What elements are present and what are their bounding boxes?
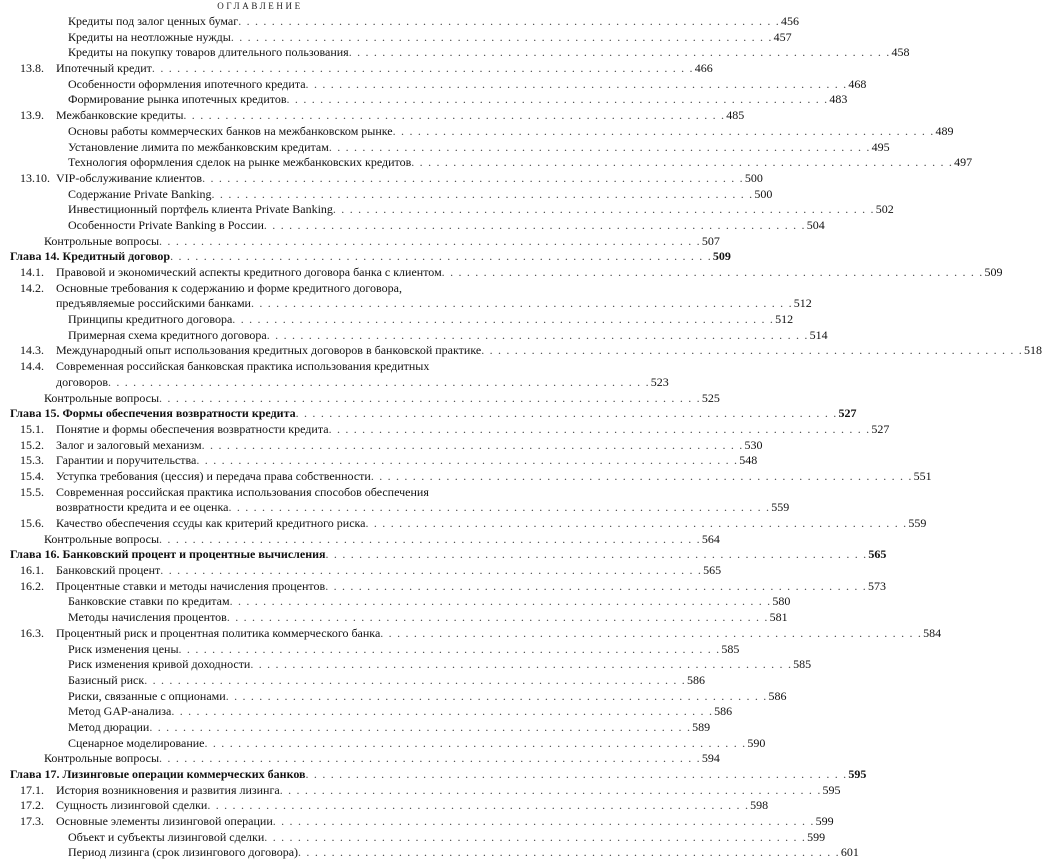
toc-row <box>10 421 890 438</box>
entry-title-line <box>56 578 886 595</box>
page-number: 512 <box>793 296 812 311</box>
toc-row <box>10 641 740 658</box>
page-number: 530 <box>744 437 763 452</box>
entry-title-line <box>44 751 720 767</box>
dot-leader: . . . . . . . . . . . . . . . . . . . . . . . . . . . . . . . . . . . . . . . . . . . . . . . . . . . . . . . . . . . . . . . . . <box>328 139 871 154</box>
entry-title-line <box>56 421 890 438</box>
entry-title-line <box>56 500 790 516</box>
entry-title-line <box>68 14 799 30</box>
entry-title: Основные требования к содержанию и форме кредитного договора, <box>56 280 402 295</box>
page-number: 564 <box>701 531 720 546</box>
page-number: 594 <box>701 751 720 766</box>
dot-leader: . . . . . . . . . . . . . . . . . . . . . . . . . . . . . . . . . . . . . . . . . . . . . . . . . . . . . . . . . . . . . . . . . <box>392 123 935 138</box>
entry-title-line <box>56 485 515 501</box>
page-number: 509 <box>712 249 731 264</box>
page-number: 466 <box>694 61 713 76</box>
entry-title: Основные элементы лизинговой операции <box>56 814 273 829</box>
toc-row <box>10 516 927 532</box>
toc-row <box>10 468 932 485</box>
entry-title: Глава 16. Банковский процент и процентные вычисления <box>10 547 326 562</box>
section-number: 17.1. <box>20 782 44 797</box>
entry-title-line <box>56 343 1042 359</box>
section-number: 16.1. <box>20 563 44 578</box>
dot-leader: . . . . . . . . . . . . . . . . . . . . . . . . . . . . . . . . . . . . . . . . . . . . . . . . . . . . . . . . . . . . . . . . . <box>305 76 848 91</box>
entry-title-line <box>68 312 794 328</box>
page-number: 589 <box>692 719 711 734</box>
entry-title-line <box>56 563 722 579</box>
entry-title-line <box>10 406 857 422</box>
entry-title: Период лизинга (срок лизингового договора) <box>68 845 299 860</box>
entry-title: Примерная схема кредитного договора <box>68 327 267 342</box>
entry-title-line <box>68 202 894 218</box>
dot-leader: . . . . . . . . . . . . . . . . . . . . . . . . . . . . . . . . . . . . . . . . . . . . . . . . . . . . . . . . . . . . . . . . . <box>183 108 726 123</box>
section-number: 14.2. <box>20 280 44 295</box>
page-number: 485 <box>726 108 745 123</box>
toc-row <box>10 437 763 454</box>
toc-row <box>10 186 773 203</box>
entry-title: Базисный риск <box>68 672 145 687</box>
entry-title: Межбанковские кредиты <box>56 108 184 123</box>
dot-leader: . . . . . . . . . . . . . . . . . . . . . . . . . . . . . . . . . . . . . . . . . . . . . . . . . . . . . . . . . . . . . . . . . <box>250 657 793 672</box>
page-number: 601 <box>840 845 859 860</box>
dot-leader: . . . . . . . . . . . . . . . . . . . . . . . . . . . . . . . . . . . . . . . . . . . . . . . . . . . . . . . . . . . . . . . . . <box>298 845 840 860</box>
page-number: 581 <box>769 610 788 625</box>
page-number: 599 <box>807 829 826 844</box>
section-number: 13.10. <box>20 170 50 185</box>
page-number: 518 <box>1024 343 1042 358</box>
page-number: 559 <box>908 516 927 530</box>
entry-title: Установление лимита по межбанковским кредитам <box>68 139 329 154</box>
entry-title-line <box>68 672 706 689</box>
entry-title: Понятие и формы обеспечения возвратности кредита <box>56 421 329 436</box>
section-number: 15.1. <box>20 421 44 436</box>
entry-title: Современная российская практика использования способов обеспечения <box>56 484 429 499</box>
toc-row <box>10 155 973 171</box>
toc-row <box>10 531 720 548</box>
page-number: 514 <box>809 327 828 342</box>
dot-leader: . . . . . . . . . . . . . . . . . . . . . . . . . . . . . . . . . . . . . . . . . . . . . . . . . . . . . . . . . . . . . . . . . <box>441 265 984 279</box>
dot-leader: . . . . . . . . . . . . . . . . . . . . . . . . . . . . . . . . . . . . . . . . . . . . . . . . . . . . . . . . . . . . . . . . . <box>250 296 793 311</box>
toc-row <box>10 14 799 30</box>
section-number: 17.2. <box>20 798 44 813</box>
entry-title: Современная российская банковская практика использования кредитных <box>56 359 430 374</box>
page-number: 590 <box>747 735 766 750</box>
entry-title-line <box>68 92 848 108</box>
toc-row <box>10 625 942 642</box>
entry-title-line <box>10 249 731 265</box>
page-number: 548 <box>739 453 758 468</box>
page-number: 497 <box>954 155 973 170</box>
entry-title: Глава 15. Формы обеспечения возвратности кредита <box>10 406 296 421</box>
dot-leader: . . . . . . . . . . . . . . . . . . . . . . . . . . . . . . . . . . . . . . . . . . . . . . . . . . . . . . . . . . . . . . . . . <box>325 547 868 562</box>
entry-title: История возникновения и развития лизинга <box>56 782 280 797</box>
toc-row <box>10 798 769 814</box>
entry-title: Риски, связанные с опционами <box>68 688 226 703</box>
page-number: 456 <box>781 14 799 28</box>
dot-leader: . . . . . . . . . . . . . . . . . . . . . . . . . . . . . . . . . . . . . . . . . . . . . . . . . . . . . . . . . . . . . . . . . <box>238 14 780 28</box>
entry-title-line <box>56 61 713 77</box>
entry-title-line <box>68 76 867 93</box>
dot-leader: . . . . . . . . . . . . . . . . . . . . . . . . . . . . . . . . . . . . . . . . . . . . . . . . . . . . . . . . . . . . . . . . . <box>230 29 773 44</box>
toc-row <box>10 453 758 469</box>
toc-row <box>10 343 1042 359</box>
section-number: 15.3. <box>20 453 44 468</box>
toc-row <box>10 719 711 736</box>
entry-title: Кредиты на неотложные нужды <box>68 29 231 44</box>
dot-leader: . . . . . . . . . . . . . . . . . . . . . . . . . . . . . . . . . . . . . . . . . . . . . . . . . . . . . . . . . . . . . . . . . <box>229 594 772 609</box>
entry-title-line <box>56 814 834 830</box>
toc-row-continuation <box>10 500 790 516</box>
dot-leader: . . . . . . . . . . . . . . . . . . . . . . . . . . . . . . . . . . . . . . . . . . . . . . . . . . . . . . . . . . . . . . . . . <box>151 61 694 76</box>
toc-row <box>10 390 720 407</box>
entry-title-line <box>68 45 910 61</box>
entry-title-line <box>68 139 890 156</box>
page-number: 458 <box>891 45 910 60</box>
toc-row <box>10 672 706 689</box>
section-number: 14.1. <box>20 265 44 279</box>
dot-leader: . . . . . . . . . . . . . . . . . . . . . . . . . . . . . . . . . . . . . . . . . . . . . . . . . . . . . . . . . . . . . . . . . <box>228 500 771 515</box>
dot-leader: . . . . . . . . . . . . . . . . . . . . . . . . . . . . . . . . . . . . . . . . . . . . . . . . . . . . . . . . . . . . . . . . . <box>232 312 775 327</box>
entry-title-line <box>44 390 720 407</box>
entry-title: Правовой и экономический аспекты кредитного договора банка с клиентом <box>56 265 442 279</box>
toc-row <box>10 123 954 140</box>
entry-title-line <box>44 233 720 250</box>
toc-row <box>10 845 859 861</box>
section-number: 15.5. <box>20 484 44 499</box>
toc-row <box>10 814 834 830</box>
toc-row <box>10 202 894 218</box>
entry-title: Инвестиционный портфель клиента Private Banking <box>68 202 333 217</box>
dot-leader: . . . . . . . . . . . . . . . . . . . . . . . . . . . . . . . . . . . . . . . . . . . . . . . . . . . . . . . . . . . . . . . . . <box>171 704 714 719</box>
toc-row <box>10 485 515 501</box>
page-number: 551 <box>913 468 932 483</box>
dot-leader: . . . . . . . . . . . . . . . . . . . . . . . . . . . . . . . . . . . . . . . . . . . . . . . . . . . . . . . . . . . . . . . . . <box>207 798 750 813</box>
entry-title: предъявляемые российскими банками <box>56 296 251 311</box>
section-number: 15.2. <box>20 437 44 452</box>
entry-title: Банковские ставки по кредитам <box>68 594 230 609</box>
chapter-row <box>10 249 731 265</box>
entry-title-line <box>56 798 769 814</box>
section-number: 13.9. <box>20 108 44 123</box>
toc-row <box>10 45 910 61</box>
section-number: 13.8. <box>20 61 44 76</box>
entry-title: Формирование рынка ипотечных кредитов <box>68 92 287 107</box>
dot-leader: . . . . . . . . . . . . . . . . . . . . . . . . . . . . . . . . . . . . . . . . . . . . . . . . . . . . . . . . . . . . . . . . . <box>225 688 768 703</box>
entry-title: Содержание Private Banking <box>68 186 212 201</box>
running-header: ОГЛАВЛЕНИЕ <box>217 1 303 11</box>
entry-title: Контрольные вопросы <box>44 751 160 766</box>
entry-title: Кредиты на покупку товаров длительного пользования <box>68 45 349 60</box>
dot-leader: . . . . . . . . . . . . . . . . . . . . . . . . . . . . . . . . . . . . . . . . . . . . . . . . . . . . . . . . . . . . . . . . . <box>159 390 701 405</box>
dot-leader: . . . . . . . . . . . . . . . . . . . . . . . . . . . . . . . . . . . . . . . . . . . . . . . . . . . . . . . . . . . . . . . . . <box>365 516 908 530</box>
page-number: 504 <box>806 217 825 232</box>
entry-title-line <box>68 327 828 344</box>
entry-title: Процентный риск и процентная политика коммерческого банка <box>56 625 381 640</box>
chapter-row <box>10 767 867 783</box>
entry-title-line <box>68 735 766 752</box>
table-of-contents <box>10 14 1042 861</box>
entry-title: Контрольные вопросы <box>44 233 160 248</box>
page-number: 489 <box>935 123 954 138</box>
entry-title-line <box>56 359 515 375</box>
entry-title-line <box>56 296 812 312</box>
dot-leader: . . . . . . . . . . . . . . . . . . . . . . . . . . . . . . . . . . . . . . . . . . . . . . . . . . . . . . . . . . . . . . . . . <box>178 641 721 656</box>
toc-row <box>10 76 867 93</box>
dot-leader: . . . . . . . . . . . . . . . . . . . . . . . . . . . . . . . . . . . . . . . . . . . . . . . . . . . . . . . . . . . . . . . . . <box>201 437 744 452</box>
page-number: 595 <box>848 767 867 781</box>
entry-title: Риск изменения цены <box>68 641 179 656</box>
entry-title: Залог и залоговый механизм <box>56 437 202 452</box>
toc-row <box>10 29 792 46</box>
dot-leader: . . . . . . . . . . . . . . . . . . . . . . . . . . . . . . . . . . . . . . . . . . . . . . . . . . . . . . . . . . . . . . . . . <box>202 170 744 185</box>
entry-title-line <box>56 468 932 485</box>
dot-leader: . . . . . . . . . . . . . . . . . . . . . . . . . . . . . . . . . . . . . . . . . . . . . . . . . . . . . . . . . . . . . . . . . <box>325 578 867 593</box>
page-number: 595 <box>822 782 841 797</box>
section-number: 14.4. <box>20 359 44 374</box>
page-number: 585 <box>793 657 812 672</box>
page-number: 585 <box>721 641 740 656</box>
page-number: 559 <box>771 500 790 515</box>
page-number: 599 <box>815 814 834 829</box>
entry-title-line <box>68 29 792 46</box>
dot-leader: . . . . . . . . . . . . . . . . . . . . . . . . . . . . . . . . . . . . . . . . . . . . . . . . . . . . . . . . . . . . . . . . . <box>328 421 871 436</box>
toc-row <box>10 563 722 579</box>
toc-row <box>10 312 794 328</box>
dot-leader: . . . . . . . . . . . . . . . . . . . . . . . . . . . . . . . . . . . . . . . . . . . . . . . . . . . . . . . . . . . . . . . . . <box>144 672 687 687</box>
dot-leader: . . . . . . . . . . . . . . . . . . . . . . . . . . . . . . . . . . . . . . . . . . . . . . . . . . . . . . . . . . . . . . . . . <box>160 563 703 578</box>
dot-leader: . . . . . . . . . . . . . . . . . . . . . . . . . . . . . . . . . . . . . . . . . . . . . . . . . . . . . . . . . . . . . . . . . <box>264 829 807 844</box>
page-number: 500 <box>744 170 763 185</box>
entry-title-line <box>56 281 515 297</box>
entry-title-line <box>56 516 927 532</box>
toc-row <box>10 359 515 375</box>
dot-leader: . . . . . . . . . . . . . . . . . . . . . . . . . . . . . . . . . . . . . . . . . . . . . . . . . . . . . . . . . . . . . . . . . <box>348 45 891 60</box>
entry-title-line <box>68 845 859 861</box>
entry-title: Качество обеспечения ссуды как критерий кредитного риска <box>56 516 366 530</box>
page-number: 598 <box>750 798 769 813</box>
entry-title-line <box>44 531 720 548</box>
entry-title: Контрольные вопросы <box>44 390 160 405</box>
dot-leader: . . . . . . . . . . . . . . . . . . . . . . . . . . . . . . . . . . . . . . . . . . . . . . . . . . . . . . . . . . . . . . . . . <box>481 343 1024 358</box>
dot-leader: . . . . . . . . . . . . . . . . . . . . . . . . . . . . . . . . . . . . . . . . . . . . . . . . . . . . . . . . . . . . . . . . . <box>159 751 701 766</box>
dot-leader: . . . . . . . . . . . . . . . . . . . . . . . . . . . . . . . . . . . . . . . . . . . . . . . . . . . . . . . . . . . . . . . . . <box>107 374 650 389</box>
dot-leader: . . . . . . . . . . . . . . . . . . . . . . . . . . . . . . . . . . . . . . . . . . . . . . . . . . . . . . . . . . . . . . . . . <box>149 719 692 734</box>
entry-title-line <box>56 170 763 187</box>
entry-title-line <box>68 688 787 705</box>
toc-row <box>10 578 886 595</box>
entry-title: Банковский процент <box>56 563 161 578</box>
section-number: 14.3. <box>20 343 44 358</box>
entry-title: Основы работы коммерческих банков на межбанковском рынке <box>68 123 393 138</box>
entry-title: Особенности Private Banking в России <box>68 217 264 232</box>
section-number: 15.6. <box>20 516 44 530</box>
chapter-row <box>10 547 887 563</box>
entry-title: Особенности оформления ипотечного кредита <box>68 76 306 91</box>
toc-row <box>10 327 828 344</box>
dot-leader: . . . . . . . . . . . . . . . . . . . . . . . . . . . . . . . . . . . . . . . . . . . . . . . . . . . . . . . . . . . . . . . . . <box>380 625 923 640</box>
page-number: 565 <box>703 563 722 578</box>
entry-title: Ипотечный кредит <box>56 61 152 76</box>
dot-leader: . . . . . . . . . . . . . . . . . . . . . . . . . . . . . . . . . . . . . . . . . . . . . . . . . . . . . . . . . . . . . . . . . <box>196 453 739 468</box>
page-number: 573 <box>868 578 886 593</box>
toc-row-continuation <box>10 296 812 312</box>
entry-title: Сущность лизинговой сделки <box>56 798 208 813</box>
toc-row <box>10 92 848 108</box>
page-number: 512 <box>775 312 794 327</box>
dot-leader: . . . . . . . . . . . . . . . . . . . . . . . . . . . . . . . . . . . . . . . . . . . . . . . . . . . . . . . . . . . . . . . . . <box>204 735 747 750</box>
page-number: 586 <box>714 704 733 719</box>
dot-leader: . . . . . . . . . . . . . . . . . . . . . . . . . . . . . . . . . . . . . . . . . . . . . . . . . . . . . . . . . . . . . . . . . <box>411 155 954 170</box>
entry-title-line <box>56 625 942 642</box>
entry-title-line <box>68 186 773 203</box>
section-number: 16.2. <box>20 578 44 593</box>
chapter-row <box>10 406 857 422</box>
page-number: 495 <box>871 139 890 154</box>
dot-leader: . . . . . . . . . . . . . . . . . . . . . . . . . . . . . . . . . . . . . . . . . . . . . . . . . . . . . . . . . . . . . . . . . <box>272 814 815 829</box>
entry-title: Гарантии и поручительства <box>56 453 197 468</box>
entry-title: Метод дюрации <box>68 719 150 734</box>
toc-row <box>10 170 763 187</box>
section-number: 17.3. <box>20 814 44 829</box>
toc-row <box>10 217 825 234</box>
dot-leader: . . . . . . . . . . . . . . . . . . . . . . . . . . . . . . . . . . . . . . . . . . . . . . . . . . . . . . . . . . . . . . . . . <box>159 531 701 546</box>
entry-title: Глава 14. Кредитный договор <box>10 249 171 264</box>
page-number: 502 <box>875 202 894 217</box>
dot-leader: . . . . . . . . . . . . . . . . . . . . . . . . . . . . . . . . . . . . . . . . . . . . . . . . . . . . . . . . . . . . . . . . . <box>279 782 822 797</box>
page-number: 586 <box>768 688 787 703</box>
entry-title-line <box>68 641 740 658</box>
dot-leader: . . . . . . . . . . . . . . . . . . . . . . . . . . . . . . . . . . . . . . . . . . . . . . . . . . . . . . . . . . . . . . . . . <box>263 217 806 232</box>
entry-title: Риск изменения кривой доходности <box>68 657 251 672</box>
entry-title: Кредиты под залог ценных бумаг <box>68 14 239 28</box>
entry-title-line <box>68 704 733 720</box>
entry-title-line <box>10 767 867 783</box>
entry-title-line <box>68 719 711 736</box>
page-number: 507 <box>701 233 720 248</box>
entry-title-line <box>56 453 758 469</box>
section-number: 15.4. <box>20 468 44 483</box>
toc-row <box>10 704 733 720</box>
dot-leader: . . . . . . . . . . . . . . . . . . . . . . . . . . . . . . . . . . . . . . . . . . . . . . . . . . . . . . . . . . . . . . . . . <box>170 249 712 264</box>
dot-leader: . . . . . . . . . . . . . . . . . . . . . . . . . . . . . . . . . . . . . . . . . . . . . . . . . . . . . . . . . . . . . . . . . <box>226 610 769 625</box>
dot-leader: . . . . . . . . . . . . . . . . . . . . . . . . . . . . . . . . . . . . . . . . . . . . . . . . . . . . . . . . . . . . . . . . . <box>332 202 875 217</box>
page-number: 483 <box>829 92 848 107</box>
entry-title: Контрольные вопросы <box>44 531 160 546</box>
page-number: 586 <box>687 672 706 687</box>
toc-row <box>10 139 890 156</box>
page-number: 527 <box>838 406 857 421</box>
entry-title-line <box>68 123 954 140</box>
toc-row <box>10 594 791 610</box>
page-number: 457 <box>773 29 792 44</box>
toc-row <box>10 735 766 752</box>
entry-title: Международный опыт использования кредитных договоров в банковской практике <box>56 343 482 358</box>
page-number: 565 <box>868 547 887 562</box>
toc-row <box>10 233 720 250</box>
entry-title: возвратности кредита и ее оценка <box>56 500 229 515</box>
entry-title-line <box>68 594 791 610</box>
page-number: 527 <box>871 421 890 436</box>
page-number: 525 <box>701 390 720 405</box>
dot-leader: . . . . . . . . . . . . . . . . . . . . . . . . . . . . . . . . . . . . . . . . . . . . . . . . . . . . . . . . . . . . . . . . . <box>305 767 848 781</box>
entry-title-line <box>68 657 812 673</box>
entry-title-line <box>68 217 825 234</box>
dot-leader: . . . . . . . . . . . . . . . . . . . . . . . . . . . . . . . . . . . . . . . . . . . . . . . . . . . . . . . . . . . . . . . . . <box>159 233 701 248</box>
dot-leader: . . . . . . . . . . . . . . . . . . . . . . . . . . . . . . . . . . . . . . . . . . . . . . . . . . . . . . . . . . . . . . . . . <box>295 406 838 421</box>
page-number: 509 <box>984 265 1003 279</box>
entry-title: VIP-обслуживание клиентов <box>56 170 203 185</box>
toc-row <box>10 688 787 705</box>
toc-row <box>10 108 745 124</box>
toc-row <box>10 657 812 673</box>
entry-title-line <box>56 265 1003 281</box>
entry-title: договоров <box>56 374 108 389</box>
entry-title-line <box>56 108 745 124</box>
entry-title: Объект и субъекты лизинговой сделки <box>68 829 265 844</box>
entry-title: Глава 17. Лизинговые операции коммерческих банков <box>10 767 306 781</box>
entry-title-line <box>68 610 788 626</box>
page-number: 523 <box>650 374 669 389</box>
section-number: 16.3. <box>20 625 44 640</box>
dot-leader: . . . . . . . . . . . . . . . . . . . . . . . . . . . . . . . . . . . . . . . . . . . . . . . . . . . . . . . . . . . . . . . . . <box>370 468 913 483</box>
entry-title: Уступка требования (цессия) и передача права собственности <box>56 468 371 483</box>
entry-title: Метод GAP-анализа <box>68 704 172 719</box>
entry-title: Технология оформления сделок на рынке межбанковских кредитов <box>68 155 412 170</box>
dot-leader: . . . . . . . . . . . . . . . . . . . . . . . . . . . . . . . . . . . . . . . . . . . . . . . . . . . . . . . . . . . . . . . . . <box>211 186 754 201</box>
dot-leader: . . . . . . . . . . . . . . . . . . . . . . . . . . . . . . . . . . . . . . . . . . . . . . . . . . . . . . . . . . . . . . . . . <box>266 327 809 342</box>
toc-row <box>10 751 720 767</box>
entry-title: Сценарное моделирование <box>68 735 205 750</box>
toc-row-continuation <box>10 374 669 391</box>
entry-title-line <box>56 782 841 799</box>
page-number: 500 <box>754 186 773 201</box>
dot-leader: . . . . . . . . . . . . . . . . . . . . . . . . . . . . . . . . . . . . . . . . . . . . . . . . . . . . . . . . . . . . . . . . . <box>286 92 829 107</box>
entry-title: Методы начисления процентов <box>68 610 227 625</box>
entry-title-line <box>68 829 826 846</box>
entry-title: Принципы кредитного договора <box>68 312 233 327</box>
page-number: 584 <box>923 625 942 640</box>
page-number: 468 <box>848 76 867 91</box>
entry-title-line <box>10 547 887 563</box>
toc-row <box>10 829 826 846</box>
entry-title-line <box>68 155 973 171</box>
entry-title-line <box>56 374 669 391</box>
toc-row <box>10 610 788 626</box>
entry-title-line <box>56 437 763 454</box>
page-number: 580 <box>772 594 791 609</box>
entry-title: Процентные ставки и методы начисления процентов <box>56 578 326 593</box>
toc-row <box>10 61 713 77</box>
toc-row <box>10 281 515 297</box>
toc-row <box>10 265 1003 281</box>
toc-row <box>10 782 841 799</box>
